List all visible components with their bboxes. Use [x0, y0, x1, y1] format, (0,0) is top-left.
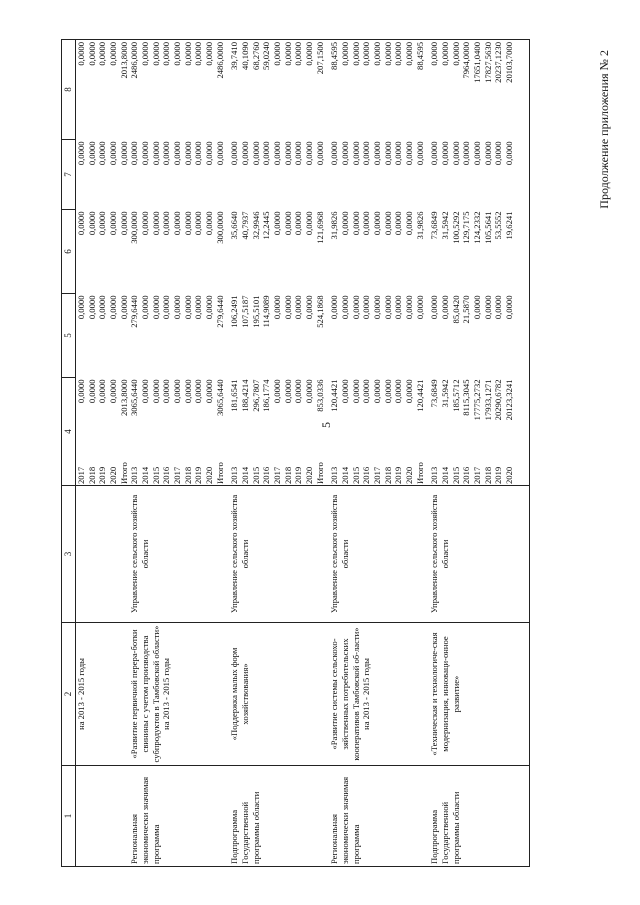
col4-values: 73,6849 31,5942 185,5712 8115,3045 17775,2732 17933,1271 20290,6782 20123,3241	[429, 378, 530, 461]
col8-values: 88,4595 0,0000 0,0000 0,0000 0,0000 0,0000 0,0000 0,0000 88,4595	[329, 40, 429, 140]
col4-values: 3065,6440 0,0000 0,0000 0,0000 0,0000 0,0000 0,0000 0,0000 3065,6440	[129, 379, 225, 417]
program-type-cell: Региональная экономически значимая программа	[329, 766, 429, 867]
col6-values: 0,0000 0,0000 0,0000 0,0000 0,0000	[76, 211, 129, 236]
col8-values: 0,0000 0,0000 0,0000 7964,0000 17651,0400 17827,5630 20237,1230 20103,7000	[429, 40, 530, 140]
col4-values: 181,6541 188,4214 296,7807 186,1774 0,0000 0,0000 0,0000 0,0000 853,0336	[229, 379, 325, 412]
header-col-6: 6	[62, 210, 76, 294]
table-row	[329, 40, 429, 867]
table-row	[429, 40, 530, 867]
program-type-cell: Подпрограмма Государственной программы области	[229, 766, 329, 867]
program-type-cell	[76, 766, 130, 867]
col6-values: 35,6640 40,7937 32,9946 12,2445 0,0000 0,0000 0,0000 0,0000 121,6968	[229, 211, 325, 244]
table-row	[76, 40, 130, 867]
col7-values: 0,0000 0,0000 0,0000 0,0000 0,0000 0,0000 0,0000 0,0000 0,0000	[229, 141, 325, 166]
executor-cell: Управление сельского хозяйства области	[429, 486, 530, 623]
col6-values: 31,9826 0,0000 0,0000 0,0000 0,0000 0,0000 0,0000 0,0000 31,9826	[329, 211, 425, 240]
table-row	[129, 40, 229, 867]
appendix-title: Продолжение приложения № 2	[597, 50, 611, 209]
header-col-3: 3	[62, 486, 76, 623]
budget-table	[61, 39, 530, 867]
header-col-8: 8	[62, 40, 76, 140]
col5-values: 279,6440 0,0000 0,0000 0,0000 0,0000 0,0000 0,0000 0,0000 279,6440	[129, 295, 225, 328]
col5-values: 0,0000 0,0000 0,0000 0,0000 0,0000	[76, 295, 129, 320]
col5-values: 0,0000 0,0000 0,0000 0,0000 0,0000 0,0000 0,0000 0,0000 0,0000	[329, 295, 425, 320]
col7-values: 0,0000 0,0000 0,0000 0,0000 0,0000	[76, 141, 129, 166]
col8-values: 39,7410 40,1090 68,2760 59,0240 0,0000 0,0000 0,0000 0,0000 207,1500	[229, 40, 329, 140]
years-cell: 2013 2014 2015 2016 2017 2018 2019 2020 Итого	[329, 462, 425, 484]
years-cell: 2017 2018 2019 2020 Итого	[76, 462, 129, 484]
header-col-2: 2	[62, 623, 76, 766]
program-name-cell: «Поддержка малых форм хозяйствования»	[229, 623, 329, 766]
years-cell: 2013 2014 2015 2016 2017 2018 2019 2020	[429, 461, 530, 486]
program-type-cell: Подпрограмма Государственной программы области	[429, 766, 530, 867]
header-col-1: 1	[62, 766, 76, 867]
col5-values: 106,2491 107,5187 195,5101 114,9089 0,0000 0,0000 0,0000 0,0000 524,1868	[229, 295, 325, 328]
header-col-4: 4	[62, 378, 76, 486]
col8-values: 2486,0000 0,0000 0,0000 0,0000 0,0000 0,0000 0,0000 0,0000 2486,0000	[129, 40, 229, 140]
program-name-cell: на 2013 - 2015 годы	[76, 623, 130, 766]
program-type-cell: Региональная экономически значимая программа	[129, 766, 229, 867]
page-number: 5	[319, 422, 333, 428]
years-cell: 2013 2014 2015 2016 2017 2018 2019 2020 Итого	[229, 462, 325, 484]
program-name-cell: «Развитие первичной перера-ботки свинины с учетом производства субпродуктов в Тамбовской области» на 2013 - 2015 годы	[129, 623, 229, 766]
executor-cell: Управление сельского хозяйства области	[129, 486, 229, 623]
header-col-5: 5	[62, 294, 76, 378]
col7-values: 0,0000 0,0000 0,0000 0,0000 0,0000 0,0000 0,0000 0,0000 0,0000	[129, 141, 225, 166]
executor-cell: Управление сельского хозяйства области	[329, 486, 429, 623]
executor-cell: Управление сельского хозяйства области	[229, 486, 329, 623]
col6-values: 73,6849 31,5942 100,5292 129,7175 124,2332 105,5641 53,5552 19,6241	[429, 210, 530, 294]
col7-values: 0,0000 0,0000 0,0000 0,0000 0,0000 0,0000 0,0000 0,0000 0,0000	[329, 141, 425, 166]
col4-values: 0,0000 0,0000 0,0000 0,0000 2013,8000	[76, 379, 129, 417]
col4-values: 120,4421 0,0000 0,0000 0,0000 0,0000 0,0000 0,0000 0,0000 120,4421	[329, 379, 425, 412]
table-row	[229, 40, 329, 867]
program-name-cell: «Техническая и технологиче-ская модернизация, инноваци-онное развитие»	[429, 623, 530, 766]
years-cell: 2013 2014 2015 2016 2017 2018 2019 2020 Итого	[129, 462, 225, 484]
header-row	[62, 40, 76, 867]
header-col-7: 7	[62, 140, 76, 210]
executor-cell	[76, 486, 130, 623]
rotated-table-wrapper	[61, 40, 585, 867]
program-name-cell: «Развитие системы сельскохо-зяйственных потребительских кооперативов Тамбовской об-ласти» на 2013 - 2015 годы	[329, 623, 429, 766]
col7-values: 0,0000 0,0000 0,0000 0,0000 0,0000 0,0000 0,0000 0,0000	[429, 140, 530, 210]
col8-values: 0,0000 0,0000 0,0000 0,0000 2013,8000	[76, 40, 130, 140]
col5-values: 0,0000 0,0000 85,0420 21,5870 0,0000 0,0000 0,0000 0,0000	[429, 294, 530, 378]
col6-values: 300,0000 0,0000 0,0000 0,0000 0,0000 0,0000 0,0000 0,0000 300,0000	[129, 211, 225, 244]
